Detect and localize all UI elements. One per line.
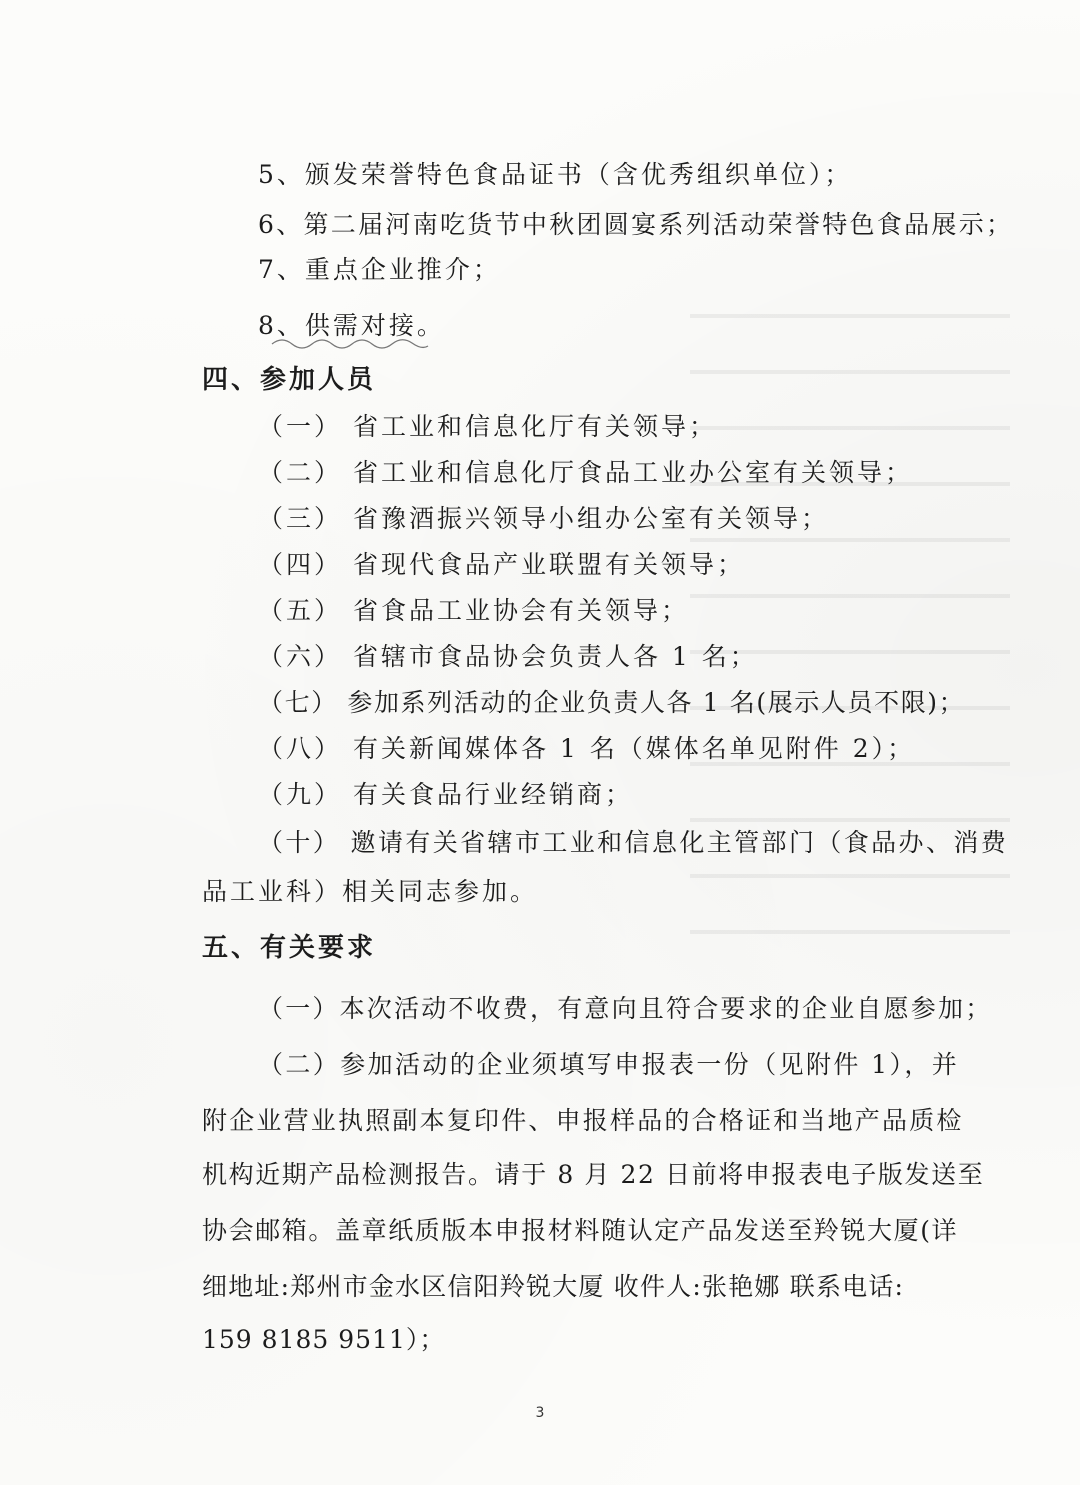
participant-item-3: （三） 省豫酒振兴领导小组办公室有关领导； [258, 504, 829, 533]
participant-item-4: （四） 省现代食品产业联盟有关领导； [258, 550, 745, 579]
page-number: 3 [535, 1405, 545, 1421]
bleed-through-shadow [690, 270, 1010, 970]
participant-item-2: （二） 省工业和信息化厅食品工业办公室有关领导； [258, 458, 913, 487]
participant-item-10-continued: 品工业科）相关同志参加。 [202, 877, 539, 906]
section-heading-requirements: 五、有关要求 [202, 933, 377, 963]
requirement-item-1: （一）本次活动不收费，有意向且符合要求的企业自愿参加； [258, 994, 993, 1023]
participant-item-1: （一） 省工业和信息化厅有关领导； [258, 412, 717, 441]
requirement-item-2-line-2: 附企业营业执照副本复印件、申报样品的合格证和当地产品质检 [202, 1106, 964, 1135]
participant-item-6: （六） 省辖市食品协会负责人各 1 名； [258, 642, 758, 671]
requirement-item-2-line-4: 协会邮箱。盖章纸质版本申报材料随认定产品发送至羚锐大厦(详 [202, 1216, 959, 1245]
participant-item-10: （十） 邀请有关省辖市工业和信息化主管部门（食品办、消费 [258, 828, 1009, 857]
section-heading-participants: 四、参加人员 [202, 365, 377, 395]
activity-item-6: 6、第二届河南吃货节中秋团圆宴系列活动荣誉特色食品展示； [258, 210, 1014, 239]
activity-item-7: 7、重点企业推介； [258, 255, 501, 284]
participant-item-7: （七） 参加系列活动的企业负责人各 1 名(展示人员不限)； [258, 688, 966, 717]
requirement-item-2: （二）参加活动的企业须填写申报表一份（见附件 1），并 [258, 1050, 960, 1079]
participant-item-5: （五） 省食品工业协会有关领导； [258, 596, 689, 625]
activity-item-5: 5、颁发荣誉特色食品证书（含优秀组织单位）； [258, 160, 853, 189]
participant-item-9: （九） 有关食品行业经销商； [258, 780, 633, 809]
requirement-item-2-line-3: 机构近期产品检测报告。请于 8 月 22 日前将申报表电子版发送至 [202, 1160, 985, 1189]
handwritten-underline [270, 334, 430, 352]
participant-item-8: （八） 有关新闻媒体各 1 名（媒体名单见附件 2）； [258, 734, 916, 763]
requirement-item-2-line-5: 细地址:郑州市金水区信阳羚锐大厦 收件人:张艳娜 联系电话: [202, 1272, 905, 1301]
requirement-item-2-line-6: 159 8185 9511）； [202, 1325, 446, 1354]
activity-item-8: 8、供需对接。 [258, 311, 445, 340]
